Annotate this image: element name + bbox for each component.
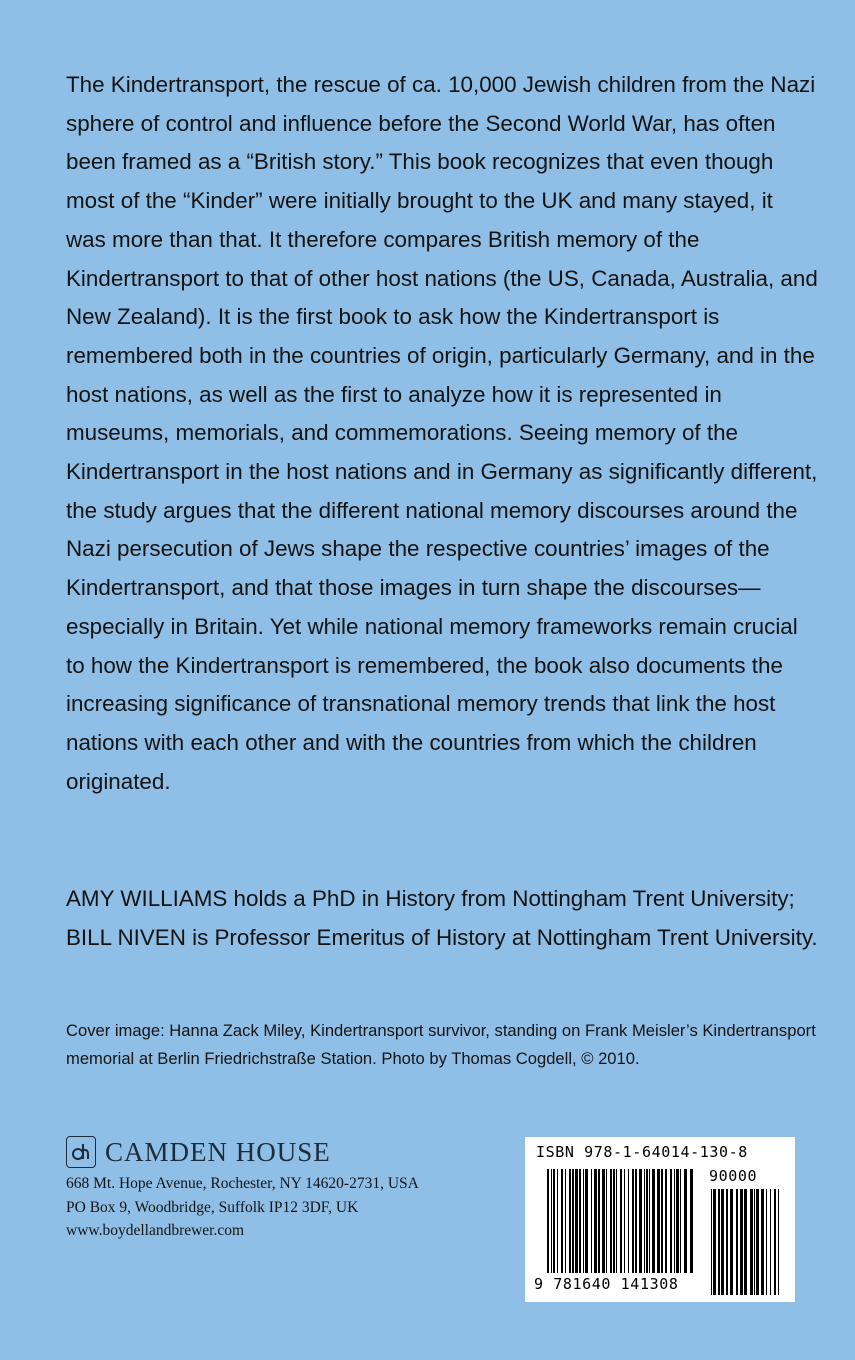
barcode-bar — [616, 1169, 617, 1273]
barcode-bar — [649, 1169, 650, 1273]
barcode-bar — [730, 1189, 733, 1295]
price-addon: 90000 — [709, 1167, 758, 1185]
barcode-bar — [676, 1169, 679, 1273]
barcode-bar — [551, 1169, 552, 1273]
ean-digits: 9 781640 141308 — [534, 1275, 679, 1293]
barcode-bar — [628, 1169, 629, 1273]
barcode-bar — [721, 1189, 724, 1295]
barcode-bar — [778, 1189, 779, 1295]
barcode-bar — [553, 1169, 555, 1273]
camden-house-logo-icon — [66, 1136, 96, 1168]
barcode-bar — [652, 1169, 655, 1273]
barcode-bar — [557, 1169, 558, 1273]
barcode-bar — [665, 1169, 667, 1273]
barcode-bar — [670, 1169, 672, 1273]
barcode-bar — [602, 1169, 605, 1273]
barcode-bar — [583, 1169, 584, 1273]
barcode-bar — [594, 1169, 597, 1273]
barcode-bar — [639, 1169, 642, 1273]
barcode-bar — [750, 1189, 753, 1295]
publisher-block — [66, 1132, 506, 1243]
cover-credit: Cover image: Hanna Zack Miley, Kindertransport survivor, standing on Frank Meisler’s Kindertransport memorial at Berlin Friedrichstraße Station. Photo by Thomas Cogdell, © 2010. — [66, 1021, 816, 1068]
isbn-label: ISBN 978-1-64014-130-8 — [536, 1143, 748, 1161]
barcode-bar — [606, 1169, 607, 1273]
barcode-bar — [711, 1189, 712, 1295]
publisher-address — [66, 1172, 506, 1243]
publisher-name: CAMDEN HOUSE — [105, 1136, 331, 1167]
barcode-bar — [761, 1189, 764, 1295]
barcode-bar — [575, 1169, 578, 1273]
barcode-bar — [572, 1169, 574, 1273]
barcode-bar — [561, 1169, 563, 1273]
barcode-bar — [718, 1189, 720, 1295]
barcode-bar — [690, 1169, 693, 1273]
barcode-bar — [770, 1189, 771, 1295]
barcode-bar — [680, 1169, 681, 1273]
barcode-bar — [744, 1189, 747, 1295]
barcode-bar — [736, 1189, 738, 1295]
barcode-bar — [620, 1169, 622, 1273]
barcode-bar — [646, 1169, 648, 1273]
barcode-bar — [569, 1169, 571, 1273]
publisher-website: www.boydellandbrewer.com — [66, 1222, 245, 1239]
barcode-bar — [756, 1189, 759, 1295]
barcode-bar — [674, 1169, 675, 1273]
barcode-bar — [713, 1189, 716, 1295]
barcode-bar — [632, 1169, 634, 1273]
barcode-bar — [740, 1189, 743, 1295]
barcode-bar — [644, 1169, 645, 1273]
address-line-us: 668 Mt. Hope Avenue, Rochester, NY 14620-2731, USA — [66, 1175, 419, 1192]
barcode-bar — [547, 1169, 549, 1273]
isbn-barcode — [525, 1137, 795, 1302]
book-description: The Kindertransport, the rescue of ca. 10,000 Jewish children from the Nazi sphere of control and influence before the Second World War, has often been framed as a “British story.” This book recognizes that even though most of the “Kinder” were initially brought to the UK and many stayed, it was more than that. It therefore compares British memory of the Kindertransport to that of other host nations (the US, Canada, Australia, and New Zealand). It is the first book to ask how the Kindertransport is remembered both in the countries of origin, particularly Germany, and in the host nations, as well as the first to analyze how it is represented in museums, memorials, and commemorations. Seeing memory of the Kindertransport in the host nations and in Germany as significantly different, the study argues that the different national memory discourses around the Nazi persecution of Jews shape the respective countries’ images of the Kindertransport, and that those images in turn shape the discourses—especially in Britain. Yet while national memory frameworks remain crucial to how the Kindertransport is remembered, the book also documents the increasing significance of transnational memory trends that link the host nations with each other and with the countries from which the children originated. — [66, 72, 818, 794]
barcode-bar — [657, 1169, 660, 1273]
barcode-bar — [726, 1189, 728, 1295]
author-bio: AMY WILLIAMS holds a PhD in History from Nottingham Trent University; BILL NIVEN is Professor Emeritus of History at Nottingham Trent University. — [66, 886, 818, 950]
barcode-bar — [591, 1169, 592, 1273]
barcode-bar — [613, 1169, 615, 1273]
barcode-bar — [635, 1169, 637, 1273]
address-line-uk: PO Box 9, Woodbridge, Suffolk IP12 3DF, UK — [66, 1198, 359, 1216]
barcode-bar — [754, 1189, 755, 1295]
barcode-bar — [684, 1169, 687, 1273]
barcode-bar — [579, 1169, 581, 1273]
barcode-bar — [585, 1169, 588, 1273]
barcode-bar — [565, 1169, 566, 1273]
barcode-bar — [774, 1189, 776, 1295]
barcode-bar — [610, 1169, 612, 1273]
barcode-bar — [766, 1189, 767, 1295]
barcode-bar — [598, 1169, 600, 1273]
barcode-bar — [624, 1169, 625, 1273]
barcode-bar — [661, 1169, 663, 1273]
